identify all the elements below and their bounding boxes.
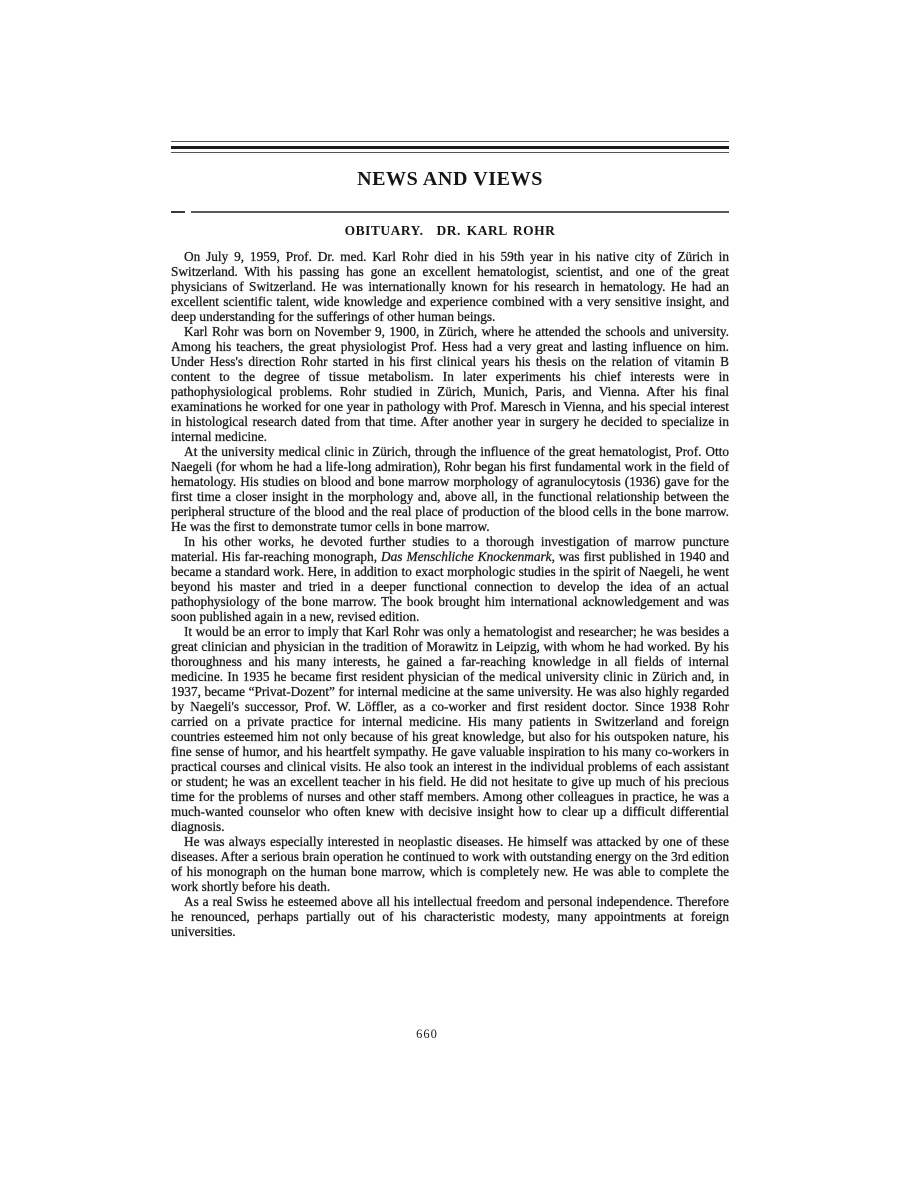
paragraph-text: , was first published in 1940 and became a standard work. Here, in addition to exact morphologic studies in the spirit of Naegeli, he went beyond his master and tried in a deeper functional connection to develop the idea of an actual pathophysiology of the bone marrow. The book brought him international acknowledgement and was soon published again in a new, revised edition. (171, 549, 729, 624)
masthead-top-rule (171, 141, 729, 153)
section-title: NEWS AND VIEWS (357, 168, 543, 190)
paragraph-text: Karl Rohr was born on November 9, 1900, in Zürich, where he attended the schools and university. Among his teachers, the great physiologist Prof. Hess had a very great and lasting influence on him. Under Hess's direction Rohr started in his first clinical years his thesis on the relation of vitamin B content to the degree of tissue metabolism. In later experiments his chief interests were in pathophysiological problems. Rohr studied in Zürich, Munich, Paris, and Vienna. After his final examinations he worked for one year in pathology with Prof. Maresch in Vienna, and his special interest in histological research dated from that time. After another year in surgery he decided to specialize in internal medicine. (171, 324, 729, 444)
divider-line (191, 211, 729, 213)
book-title-italic: Das Menschliche Knockenmark (381, 549, 552, 564)
article-paragraph (171, 534, 729, 624)
rule-thin-top (171, 141, 729, 142)
article-paragraph (171, 624, 729, 834)
obituary-heading (171, 223, 729, 239)
paragraph-text: In his other works, he devoted further studies to a thorough investigation of marrow puncture material. His far-reaching monograph, (171, 534, 729, 564)
article-paragraph (171, 324, 729, 444)
article-paragraph (171, 894, 729, 939)
paragraph-text: He was always especially interested in neoplastic diseases. He himself was attacked by one of these diseases. After a serious brain operation he continued to work with outstanding energy on the 3rd edition of his monograph on the human bone marrow, which is completely new. He was able to complete the work shortly before his death. (171, 834, 729, 894)
divider-left-dash (171, 211, 185, 213)
page-number: 660 (416, 1027, 438, 1041)
paragraph-text: It would be an error to imply that Karl Rohr was only a hematologist and researcher; he was besides a great clinician and physician in the tradition of Morawitz in Leipzig, with whom he had worked. By his thoroughness and his many interests, he gained a far-reaching knowledge in all fields of internal medicine. In 1935 he became first resident physician of the medical university clinic in Zürich and, in 1937, became “Privat-Dozent” for internal medicine at the same university. He was also highly regarded by Naegeli's successor, Prof. W. Löffler, as a co-worker and first resident doctor. Since 1938 Rohr carried on a private practice for internal medicine. His many patients in Switzerland and foreign countries esteemed him not only because of his great knowledge, but also for his outspoken nature, his fine sense of humor, and his heartfelt sympathy. He gave valuable inspiration to his many co-workers in practical courses and clinical visits. He also took an interest in the individual problems of each assistant or student; he was an excellent teacher in his field. He did not hesitate to give up much of his precious time for the problems of nurses and other staff members. Among other colleagues in practice, he was a much-wanted counselor who often knew with decisive insight how to clear up a difficult differential diagnosis. (171, 624, 729, 834)
article-paragraph (171, 444, 729, 534)
paragraph-text: At the university medical clinic in Zürich, through the influence of the great hematologist, Prof. Otto Naegeli (for whom he had a life-long admiration), Rohr began his first fundamental work in the field of hematology. His studies on blood and bone marrow morphology of agranulocytosis (1936) gave for the first time a closer insight in the morphology and, above all, in the functional relationship between the peripheral structure of the blood and the real place of production of the blood cells in the bone marrow. He was the first to demonstrate tumor cells in bone marrow. (171, 444, 729, 534)
obituary-subject: DR. KARL ROHR (436, 223, 556, 238)
article-paragraph (171, 249, 729, 324)
paragraph-text: On July 9, 1959, Prof. Dr. med. Karl Rohr died in his 59th year in his native city of Zürich in Switzerland. With his passing has gone an excellent hematologist, scientist, and one of the great physicians of Switzerland. He was internationally known for his research in hematology. He had an excellent scientific talent, wide knowledge and experience combined with a very sensitive insight, and deep understanding for the sufferings of other human beings. (171, 249, 729, 324)
rule-thick (171, 146, 729, 149)
obituary-label: OBITUARY. (344, 223, 424, 238)
article-paragraph (171, 834, 729, 894)
rule-thin-bottom (171, 152, 729, 153)
obituary-body (171, 249, 729, 939)
paragraph-text: As a real Swiss he esteemed above all his intellectual freedom and personal independence. Therefore he renounced, perhaps partially out of his characteristic modesty, many appointments at foreign universities. (171, 894, 729, 939)
section-divider-rule (171, 211, 729, 214)
